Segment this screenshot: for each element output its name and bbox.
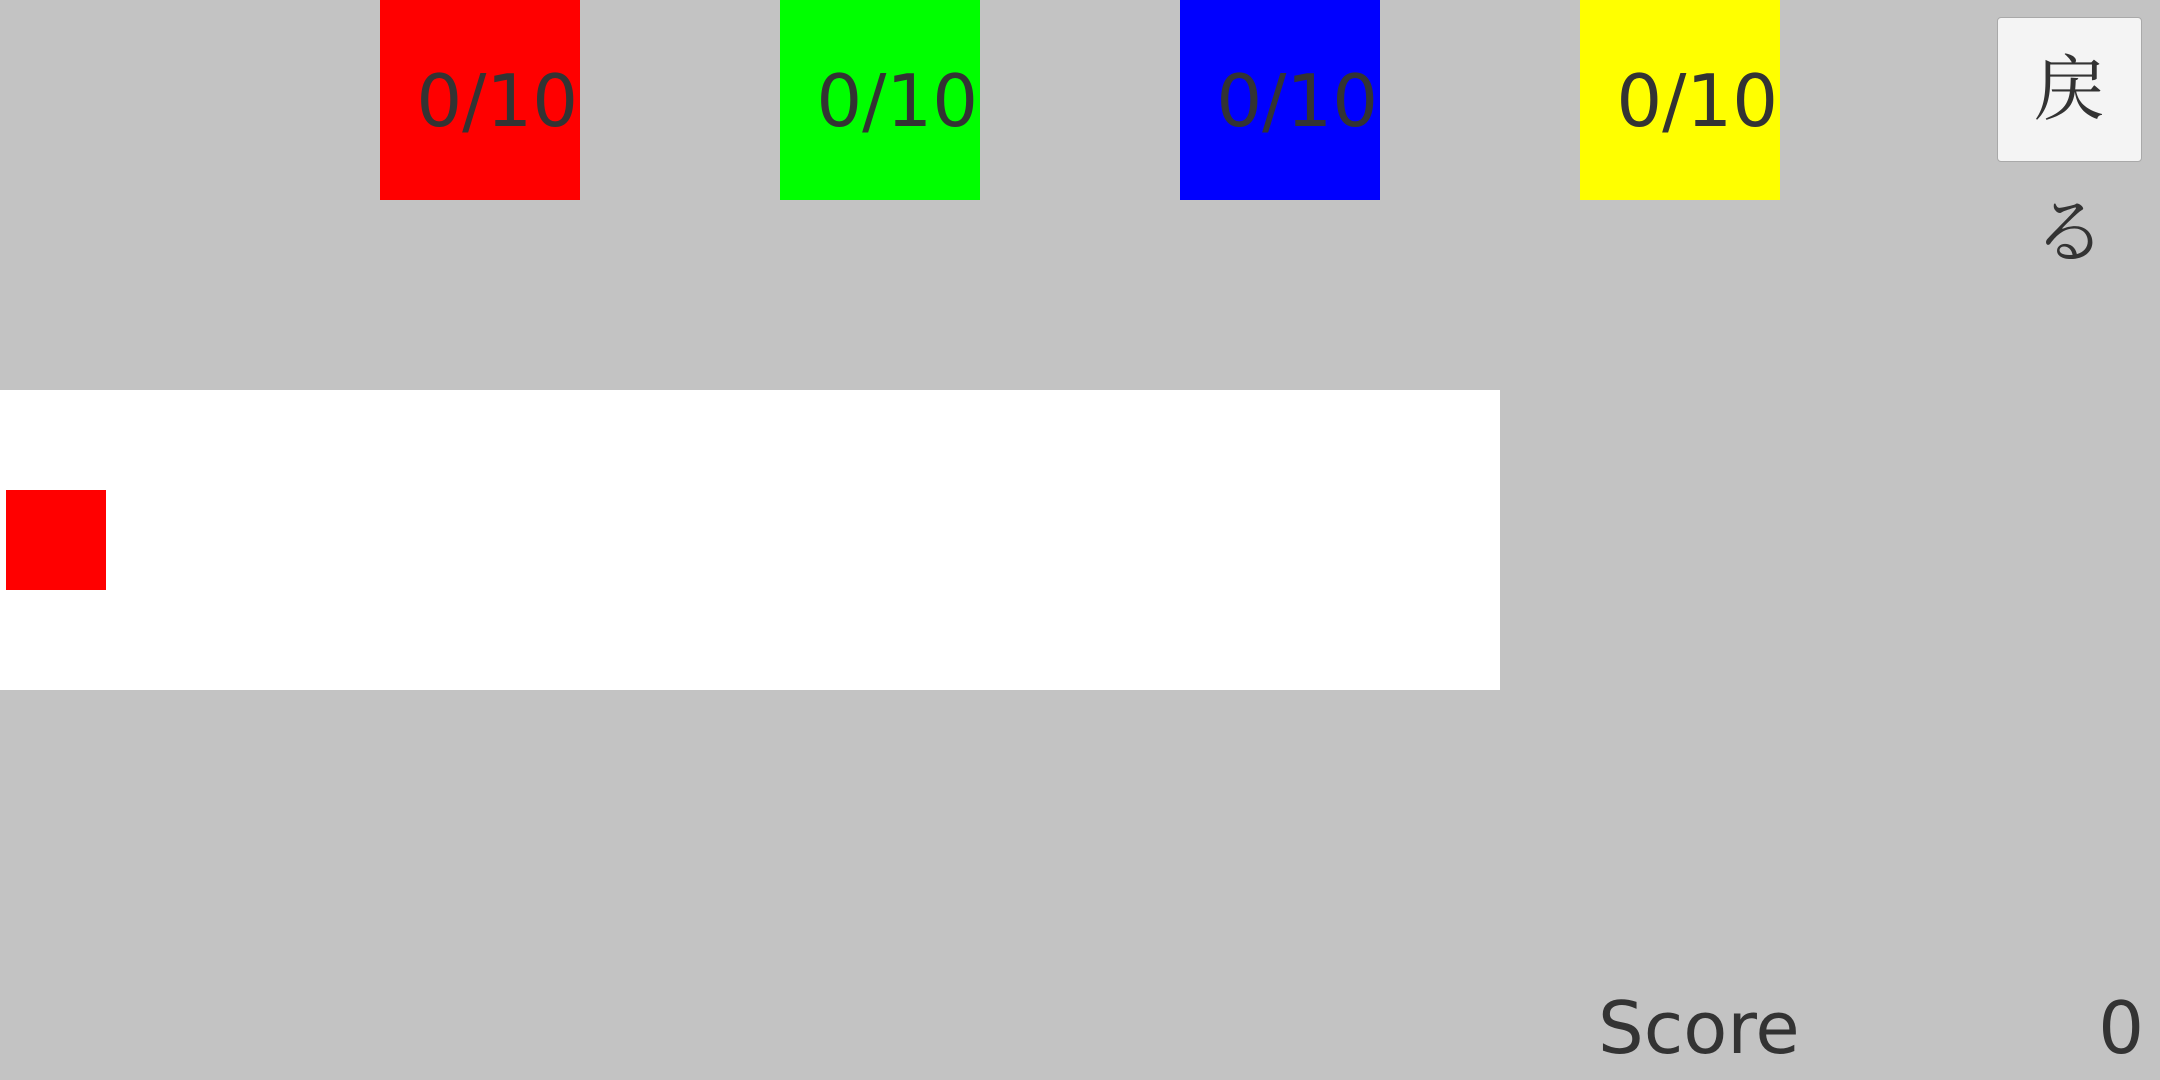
green-counter-box: [780, 0, 980, 200]
play-lane[interactable]: [0, 390, 1500, 690]
back-button[interactable]: 戻る: [1997, 17, 2142, 162]
red-counter-text: 0/10: [416, 59, 578, 143]
blue-counter-box: [1180, 0, 1380, 200]
blue-counter-text: 0/10: [1216, 59, 1378, 143]
yellow-counter-box: [1580, 0, 1780, 200]
score-value: 0: [2098, 986, 2144, 1070]
red-piece[interactable]: [6, 490, 106, 590]
green-counter-text: 0/10: [816, 59, 978, 143]
red-counter-box: [380, 0, 580, 200]
yellow-counter-text: 0/10: [1616, 59, 1778, 143]
score-label: Score: [1598, 986, 1800, 1070]
